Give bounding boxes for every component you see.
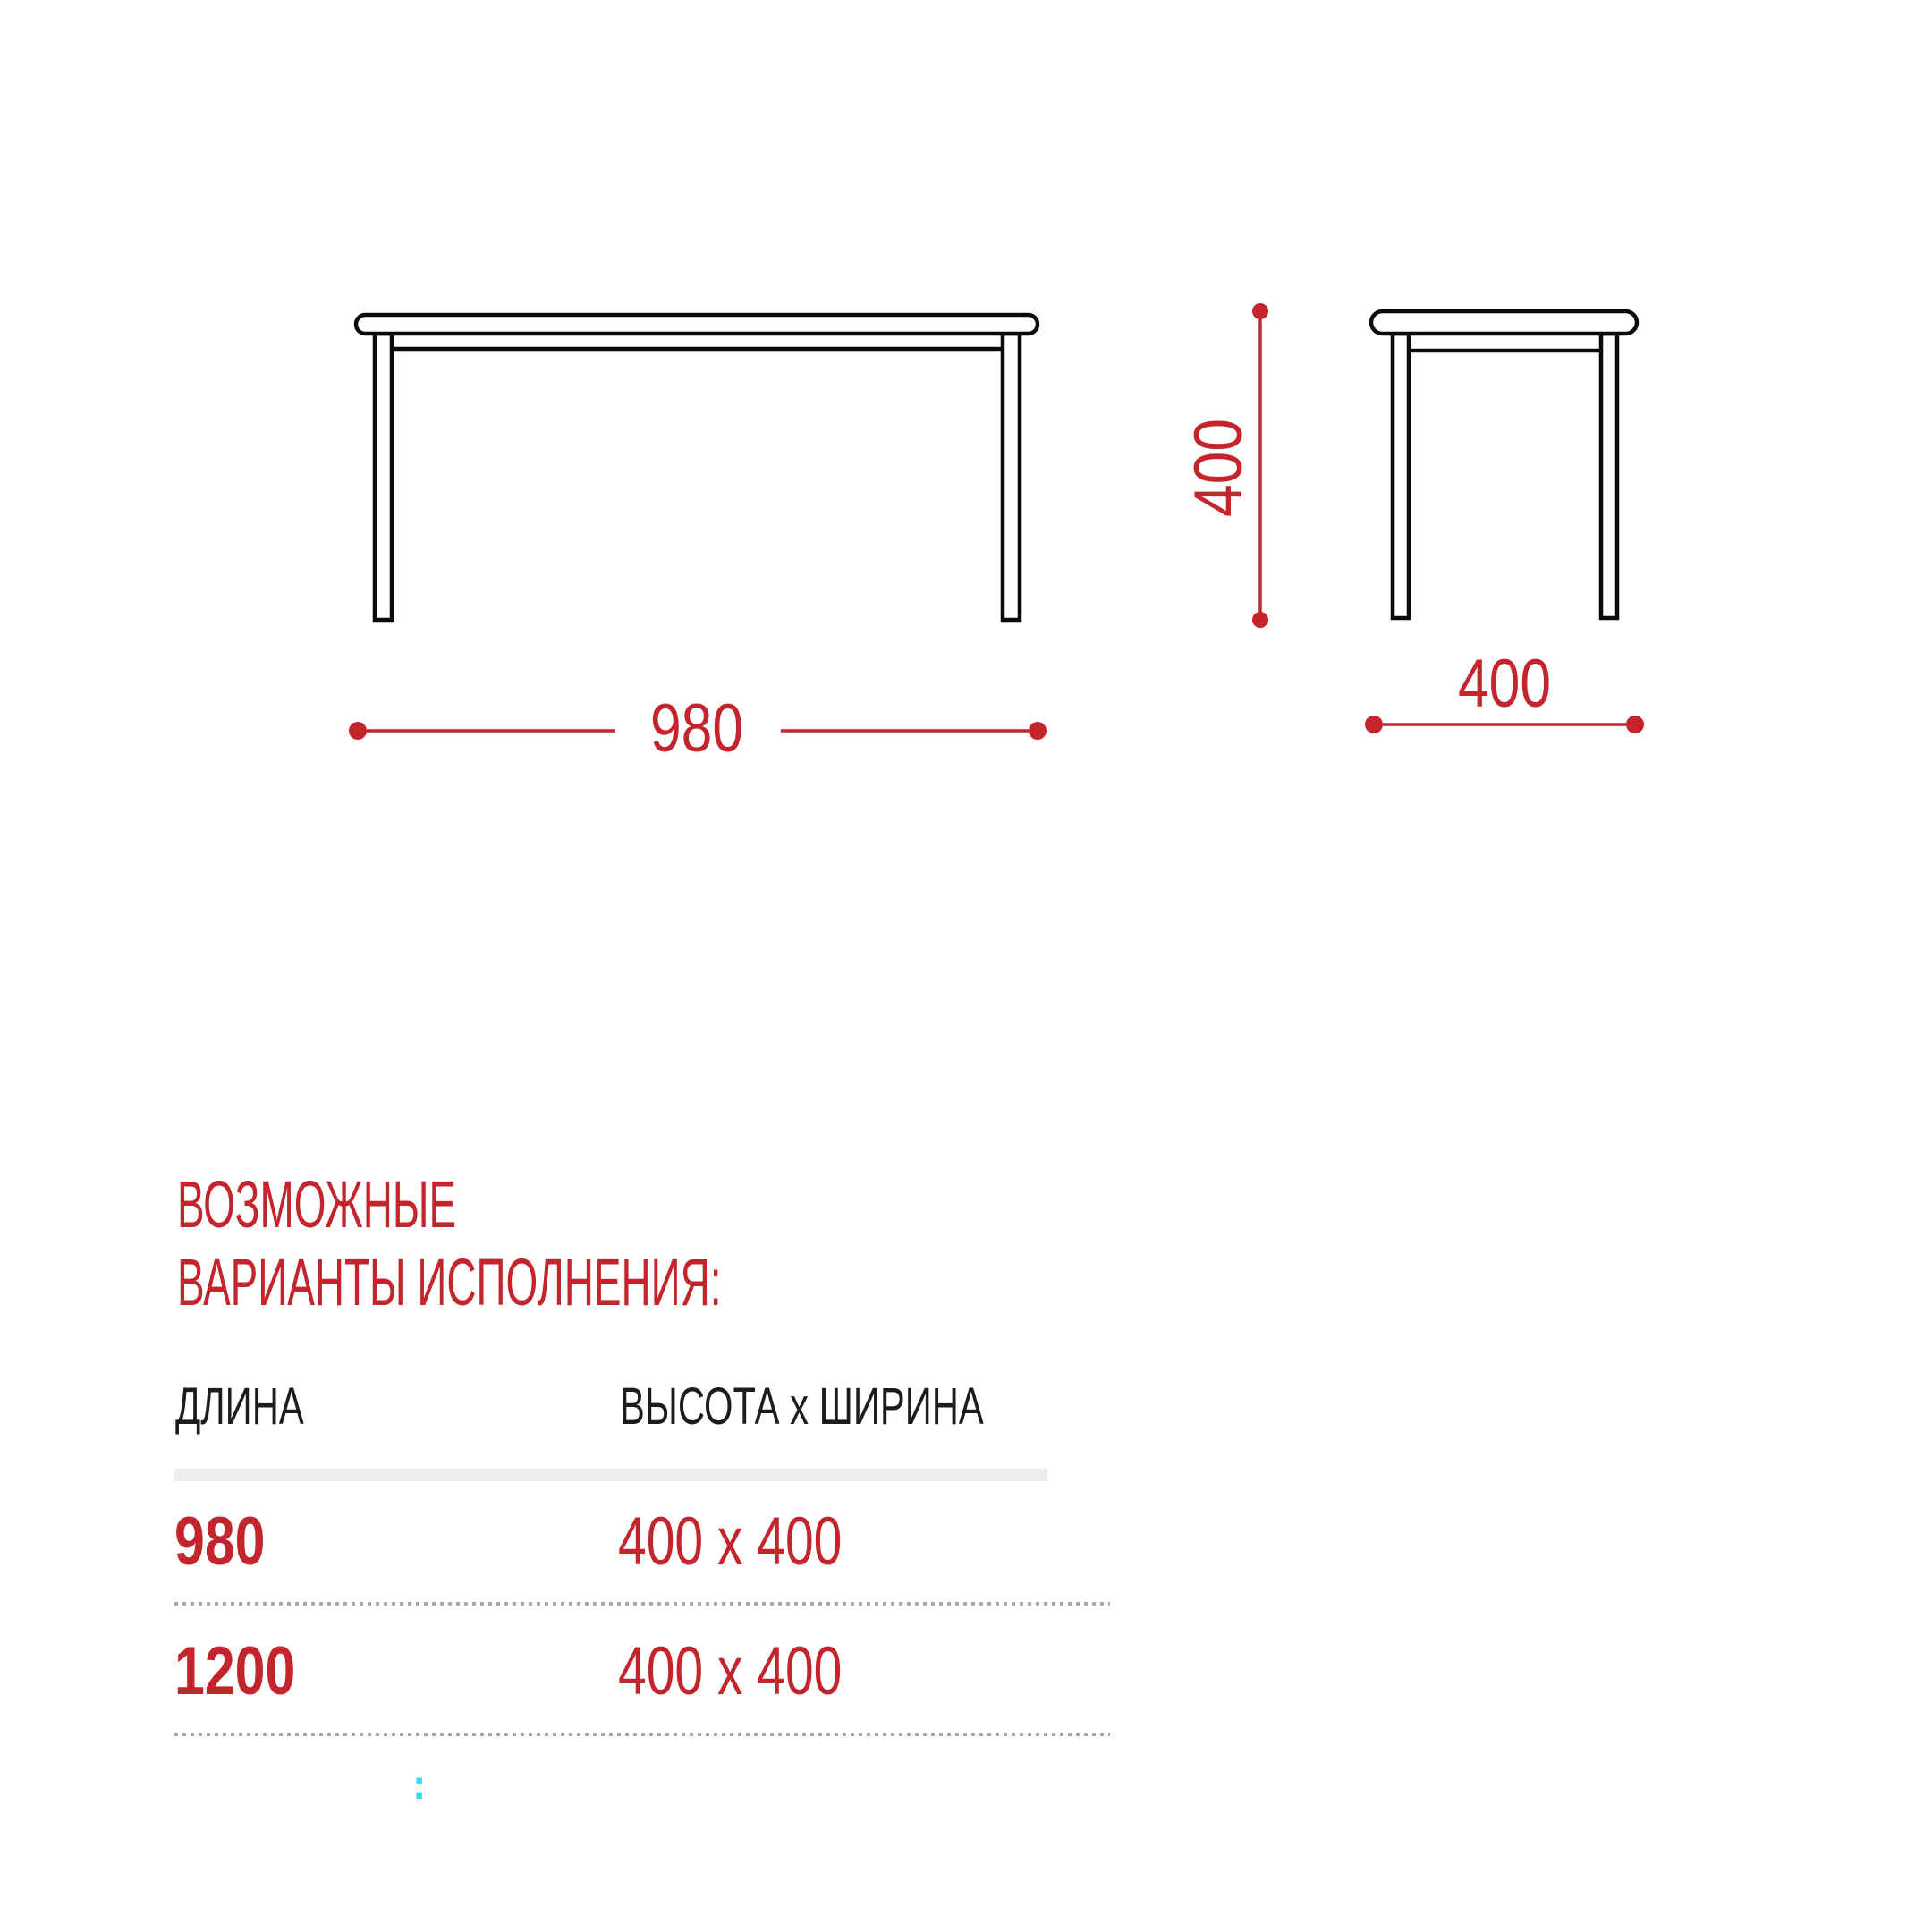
- column-header-length: [175, 1377, 354, 1436]
- variants-heading-line1: [177, 1167, 627, 1241]
- front-right-leg: [1003, 334, 1020, 620]
- table-row-1-length-text: 980: [174, 1504, 266, 1580]
- table-row-2-size: [618, 1633, 917, 1709]
- height-dimension: [1181, 303, 1268, 628]
- table-row-1-size: [618, 1504, 917, 1580]
- width-dimension: [1365, 646, 1644, 733]
- table-row-1-size-text: 400 х 400: [618, 1504, 843, 1580]
- dim-dot: [1365, 716, 1383, 733]
- front-left-leg: [375, 334, 392, 620]
- column-header-size-text: ВЫСОТА х ШИРИНА: [620, 1377, 984, 1436]
- table-row-2-length: [174, 1633, 326, 1709]
- table-row-2-length-text: 1200: [174, 1633, 296, 1709]
- cyan-colon-artifact: :: [412, 1761, 427, 1808]
- dim-dot: [1029, 722, 1046, 740]
- variants-heading-line2: [177, 1245, 1055, 1319]
- variants-heading-line1-text: ВОЗМОЖНЫЕ: [177, 1167, 457, 1241]
- side-view-drawing: [1371, 311, 1637, 618]
- width-dim-label: 400: [1458, 646, 1551, 722]
- variants-heading-line2-text: ВАРИАНТЫ ИСПОЛНЕНИЯ:: [177, 1245, 722, 1319]
- length-dimension: [349, 691, 1046, 767]
- front-view-drawing: [356, 315, 1038, 620]
- front-tabletop: [356, 315, 1038, 334]
- side-tabletop: [1371, 311, 1637, 334]
- height-dim-label: 400: [1181, 403, 1257, 517]
- table-row-separator: [174, 1602, 1110, 1606]
- length-dim-label: 980: [650, 691, 743, 767]
- side-right-leg: [1601, 334, 1617, 618]
- table-row-2-size-text: 400 х 400: [618, 1633, 843, 1709]
- table-header-divider: [174, 1469, 1047, 1481]
- dim-dot: [349, 722, 367, 740]
- column-header-length-text: ДЛИНА: [175, 1377, 304, 1436]
- column-header-size: [620, 1377, 1125, 1436]
- side-left-leg: [1393, 334, 1409, 618]
- table-row-1-length: [174, 1504, 288, 1580]
- dim-dot: [1626, 716, 1644, 733]
- dim-dot: [1252, 612, 1268, 628]
- table-row-separator: [174, 1733, 1110, 1736]
- dim-dot: [1252, 303, 1268, 319]
